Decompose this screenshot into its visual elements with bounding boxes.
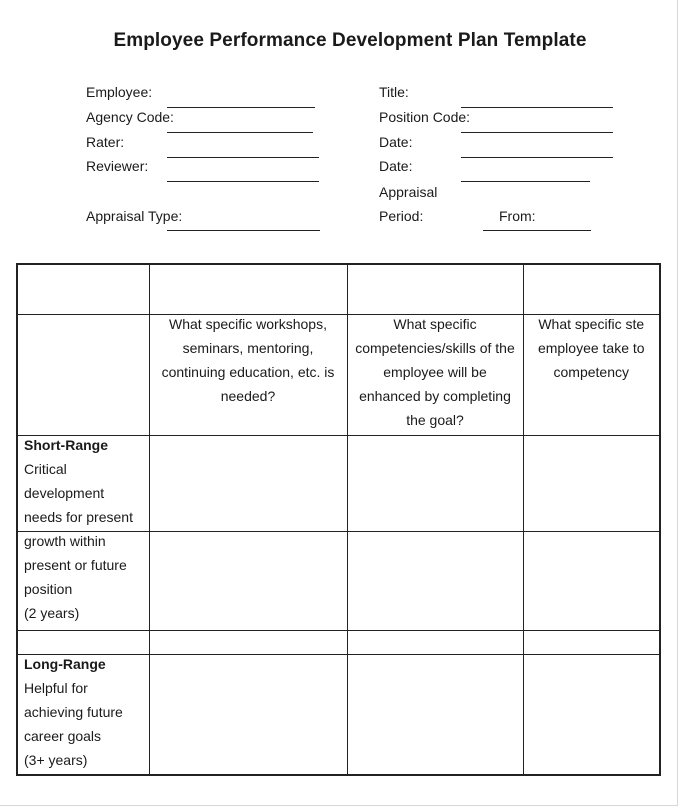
- date-field-1[interactable]: [461, 157, 613, 158]
- table-cell[interactable]: [347, 435, 523, 531]
- date-label-1: Date:: [379, 134, 413, 150]
- reviewer-label: Reviewer:: [86, 158, 149, 174]
- table-cell[interactable]: [347, 654, 523, 775]
- question-competencies: What specific competencies/skills of the employee will be enhanced by completing the goal?: [355, 315, 515, 428]
- table-row: [17, 435, 660, 531]
- employee-label: Employee:: [86, 84, 153, 100]
- agency-code-field[interactable]: [167, 132, 313, 133]
- table-cell[interactable]: [523, 435, 660, 531]
- from-label: From:: [499, 208, 536, 224]
- title-label: Title:: [379, 84, 409, 100]
- question-competencies-cell: [347, 314, 523, 435]
- question-workshops: What specific workshops, seminars, mentoring, continuing education, etc. is needed?: [161, 315, 335, 404]
- rater-label: Rater:: [86, 134, 125, 150]
- table-cell[interactable]: [523, 264, 660, 314]
- table-row: [17, 314, 660, 435]
- period-label: Period:: [379, 208, 424, 224]
- long-range-line: Helpful for: [24, 679, 88, 696]
- table-row: [17, 630, 660, 654]
- reviewer-field[interactable]: [167, 181, 319, 182]
- question-workshops-cell: [149, 314, 347, 435]
- short-range-line: position: [24, 580, 73, 597]
- table-cell[interactable]: [149, 531, 347, 630]
- question-steps-line: employee take to: [537, 339, 645, 356]
- table-cell[interactable]: [149, 654, 347, 775]
- table-cell[interactable]: [523, 630, 660, 654]
- appraisal-type-field[interactable]: [167, 230, 320, 231]
- appraisal-type-label: Appraisal Type:: [86, 208, 183, 224]
- document-title: Employee Performance Development Plan Template: [113, 30, 587, 51]
- table-cell[interactable]: [17, 630, 149, 654]
- table-cell[interactable]: [523, 531, 660, 630]
- long-range-line: career goals: [24, 727, 102, 744]
- long-range-cell: [17, 654, 149, 775]
- table-cell[interactable]: [149, 630, 347, 654]
- long-range-text: [18, 652, 149, 772]
- position-code-label: Position Code:: [379, 109, 471, 125]
- short-range-text: [18, 433, 149, 529]
- table-cell[interactable]: [347, 630, 523, 654]
- table-cell[interactable]: [347, 264, 523, 314]
- long-range-line: achieving future: [24, 703, 123, 720]
- rater-field[interactable]: [167, 157, 319, 158]
- title-field[interactable]: [461, 107, 613, 108]
- short-range-line: present or future: [24, 556, 127, 573]
- short-range-line: development: [24, 484, 105, 501]
- short-range-line: (2 years): [24, 604, 80, 621]
- question-steps-line: What specific ste: [538, 315, 645, 332]
- table-cell[interactable]: [17, 264, 149, 314]
- employee-field[interactable]: [167, 107, 315, 108]
- table-cell[interactable]: [523, 654, 660, 775]
- short-range-heading: Short-Range: [24, 436, 108, 453]
- period-from-field[interactable]: [483, 230, 591, 231]
- date-field-2[interactable]: [461, 181, 590, 182]
- appraisal-label: Appraisal: [379, 184, 438, 200]
- long-range-line: (3+ years): [24, 751, 88, 768]
- short-range-cell: [17, 435, 149, 531]
- question-steps-cell: [523, 314, 660, 435]
- table-cell: [17, 314, 149, 435]
- date-label-2: Date:: [379, 158, 413, 174]
- short-range-cell-cont: [17, 531, 149, 630]
- long-range-heading: Long-Range: [24, 655, 106, 672]
- table-cell[interactable]: [149, 435, 347, 531]
- question-steps: [524, 312, 660, 384]
- short-range-text-cont: [18, 529, 149, 625]
- short-range-line: Critical: [24, 460, 67, 477]
- development-plan-table: [16, 263, 661, 776]
- table-row: [17, 264, 660, 314]
- table-row: [17, 531, 660, 630]
- agency-code-label: Agency Code:: [86, 109, 174, 125]
- question-steps-line: competency: [553, 363, 629, 380]
- short-range-line: needs for present: [24, 508, 133, 525]
- table-cell[interactable]: [149, 264, 347, 314]
- position-code-field[interactable]: [461, 132, 613, 133]
- short-range-line: growth within: [24, 532, 106, 549]
- table-row: [17, 654, 660, 775]
- table-cell[interactable]: [347, 531, 523, 630]
